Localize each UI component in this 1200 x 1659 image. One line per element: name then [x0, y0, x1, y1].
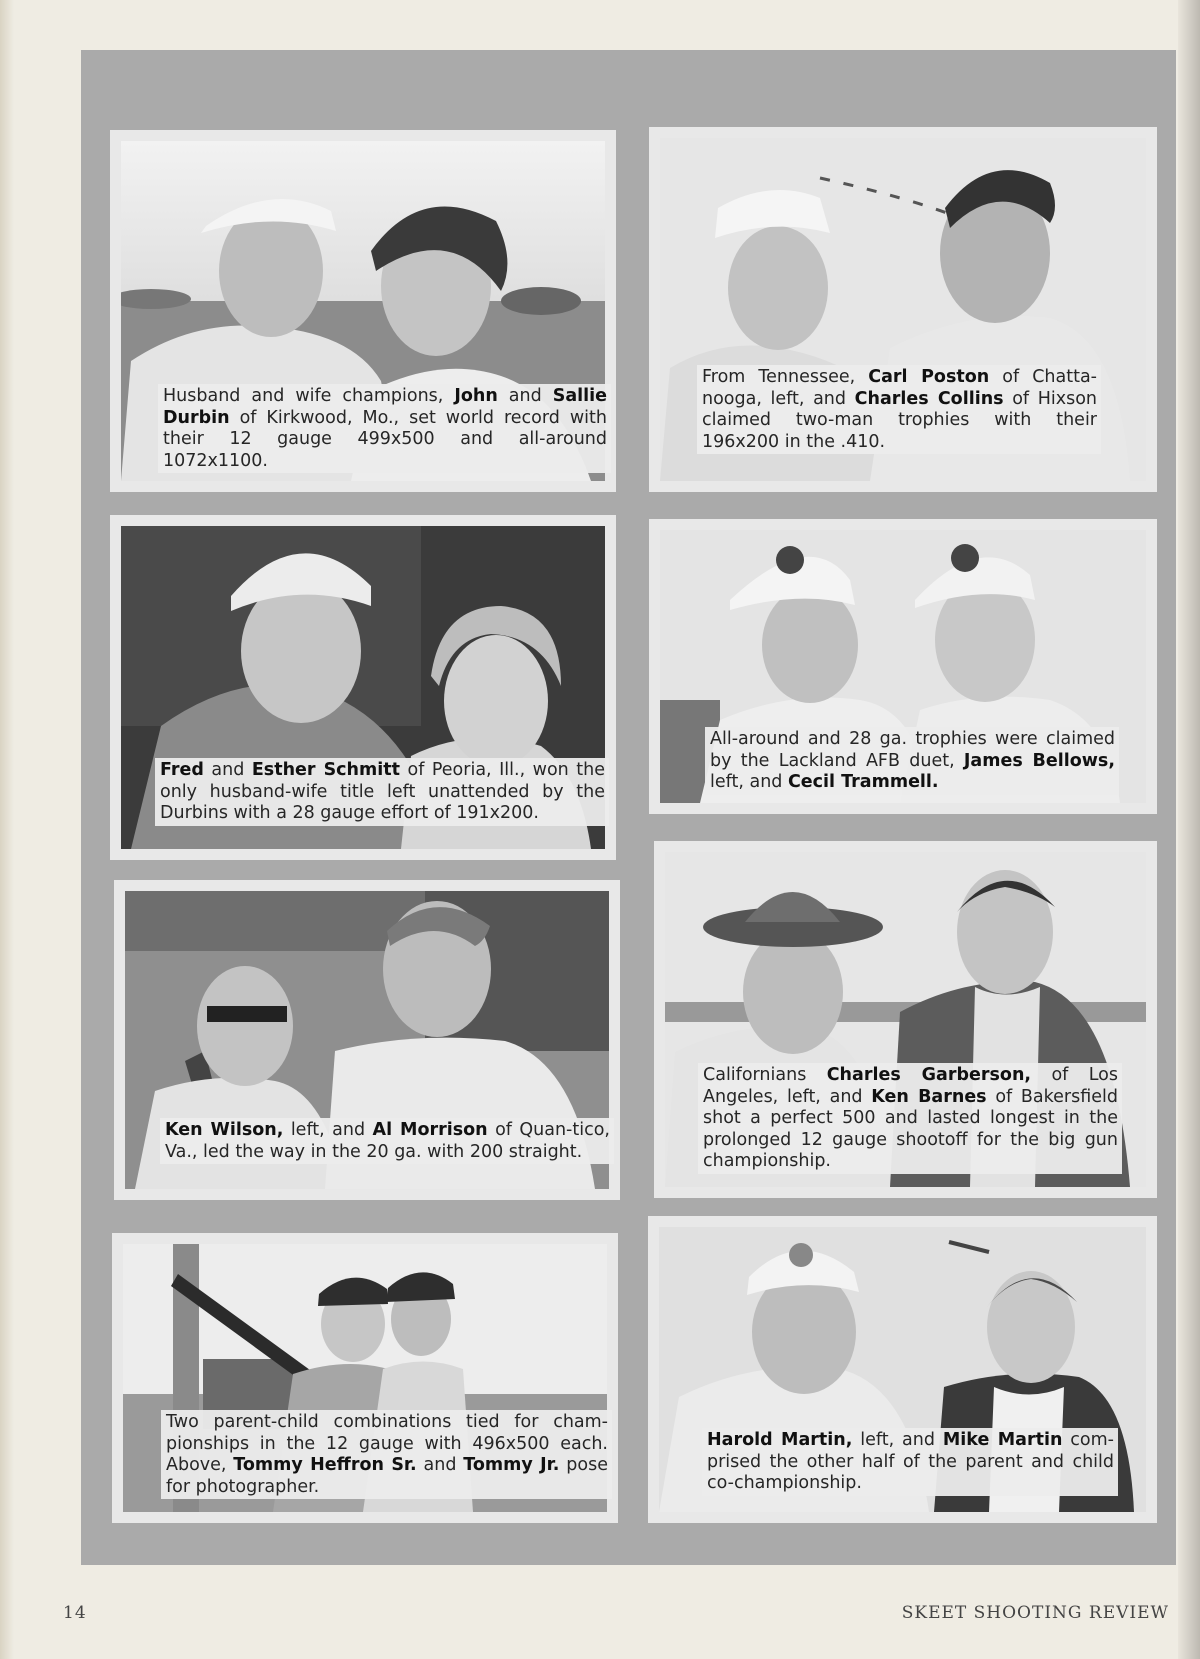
caption-text: of Peoria, Ill., won the only husband-wife title left unattended by the Durbins with a 28 gauge effort of 191x200. [160, 760, 605, 823]
caption-name: Carl Poston [868, 367, 990, 387]
caption-text: From Tennessee, [702, 367, 869, 387]
caption-name: Tommy Heffron Sr. [233, 1455, 417, 1475]
caption-text: of Los Angeles, left, and [703, 1065, 1119, 1107]
caption-text: pose for photographer. [166, 1455, 608, 1497]
caption-garberson-barnes-text [703, 1065, 1118, 1171]
caption-text: of Bakersfield shot a perfect 500 and lasted longest in the prolonged 12 gauge shootoff for the big gun championship. [703, 1086, 1118, 1171]
caption-text: and [416, 1455, 464, 1475]
photo-card-bellows-trammell [649, 519, 1157, 814]
caption-name: Cecil Trammell. [787, 772, 939, 792]
caption-name: Sallie Durbin [163, 386, 607, 428]
caption-name: John [454, 386, 498, 406]
photo-card-durbin [110, 130, 616, 492]
caption-heffron [161, 1410, 612, 1499]
caption-text: left, and [710, 772, 788, 792]
caption-schmitt [155, 758, 609, 826]
caption-name: Harold Martin, [707, 1430, 853, 1450]
caption-schmitt-text [160, 760, 605, 823]
caption-bellows-trammell-text [710, 729, 1115, 792]
caption-text: Two parent-child combinations tied for cham-pionships in the 12 gauge with 496x500 each. Above, [166, 1412, 608, 1475]
caption-name: James Bellows, [963, 750, 1115, 771]
caption-wilson-morrison [160, 1118, 614, 1164]
caption-text: Husband and wife champions, [163, 386, 455, 406]
caption-name: Esther Schmitt [251, 760, 400, 780]
caption-text: and [497, 386, 553, 406]
paper-edge [0, 0, 14, 1659]
caption-text: All-around and 28 ga. trophies were claimed by the Lackland AFB duet, [710, 729, 1115, 771]
caption-wilson-morrison-text [165, 1120, 610, 1162]
caption-heffron-text [166, 1412, 608, 1497]
caption-text: com-prised the other half of the parent and child co-championship. [707, 1430, 1114, 1493]
photo-panel [81, 50, 1176, 1565]
caption-text: left, and [283, 1120, 373, 1140]
caption-poston-collins [697, 365, 1101, 454]
caption-name: Fred [160, 760, 204, 780]
caption-text: of Quan-tico, Va., led the way in the 20 ga. with 200 straight. [165, 1120, 610, 1162]
caption-name: Tommy Jr. [463, 1455, 560, 1475]
page-gutter-shadow [1178, 0, 1200, 1659]
caption-name: Charles Garberson, [826, 1065, 1032, 1085]
caption-text: of Kirkwood, Mo., set world record with their 12 gauge 499x500 and all-around 1072x1100. [163, 407, 607, 471]
caption-text: of Hixson claimed two-man trophies with their 196x200 in the .410. [702, 388, 1098, 452]
caption-martin-text [707, 1430, 1114, 1493]
running-title: SKEET SHOOTING REVIEW [901, 1603, 1169, 1623]
caption-text: Californians [703, 1065, 827, 1085]
caption-name: Ken Wilson, [165, 1120, 284, 1140]
photo-card-schmitt [110, 515, 616, 860]
caption-name: Ken Barnes [871, 1086, 987, 1107]
photo-card-wilson-morrison [114, 880, 620, 1200]
caption-text: left, and [852, 1430, 943, 1450]
caption-name: Al Morrison [372, 1120, 488, 1140]
caption-name: Charles Collins [854, 388, 1004, 409]
caption-bellows-trammell [705, 727, 1119, 795]
caption-garberson-barnes [698, 1063, 1122, 1174]
caption-text: of Chatta-nooga, left, and [702, 367, 1097, 409]
caption-name: Mike Martin [942, 1430, 1063, 1450]
page-number: 14 [63, 1603, 87, 1623]
caption-poston-collins-text [702, 367, 1097, 452]
photo-card-garberson-barnes [654, 841, 1157, 1198]
photo-card-poston-collins [649, 127, 1157, 492]
caption-martin [702, 1428, 1118, 1496]
caption-durbin [158, 384, 611, 473]
photo-card-heffron [112, 1233, 618, 1523]
caption-text: and [203, 760, 252, 780]
photo-card-martin [648, 1216, 1157, 1523]
caption-durbin-text [163, 386, 607, 471]
